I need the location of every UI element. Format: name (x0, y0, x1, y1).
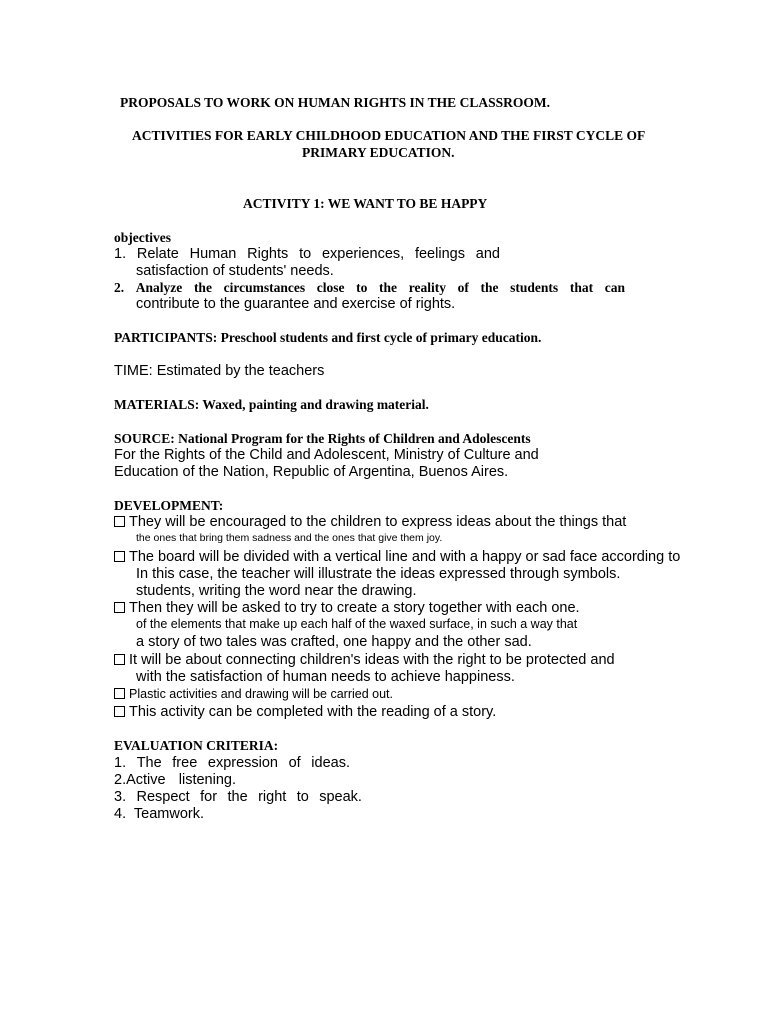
word: Analyze (135, 280, 183, 295)
word: 1. (114, 246, 127, 262)
word: of (288, 755, 301, 771)
evaluation-item-4: 4. Teamwork. (114, 806, 204, 822)
participants: PARTICIPANTS: Preschool students and first cycle of primary education. (114, 330, 542, 345)
word: 1. (114, 755, 127, 771)
development-bullet-3-line3: a story of two tales was crafted, one happy and the other sad. (136, 634, 532, 650)
word: and (475, 246, 500, 262)
word: circumstances (223, 280, 306, 295)
document-title: PROPOSALS TO WORK ON HUMAN RIGHTS IN THE CLASSROOM. (120, 95, 550, 110)
objective-item-2 (114, 281, 625, 295)
bullet-text: They will be encouraged to the children to express ideas about the things that (129, 514, 627, 530)
evaluation-heading: EVALUATION CRITERIA: (114, 738, 279, 753)
development-bullet-4 (114, 653, 615, 668)
word: Human (189, 246, 237, 262)
word: right (258, 789, 287, 805)
evaluation-item-3 (114, 790, 362, 805)
source-line3: Education of the Nation, Republic of Argentina, Buenos Aires. (114, 464, 509, 480)
word: for (200, 789, 218, 805)
development-bullet-3-line2: of the elements that make up each half of the waxed surface, in such a way that (136, 617, 578, 631)
word: close (316, 280, 345, 295)
word: Relate (136, 246, 179, 262)
source-line2: For the Rights of the Child and Adolescent, Ministry of Culture and (114, 447, 539, 463)
word: 2. (114, 280, 125, 295)
source-heading: SOURCE: National Program for the Rights of Children and Adolescents (114, 431, 531, 446)
word: 2.Active (114, 772, 166, 788)
bullet-text: It will be about connecting children's ideas with the right to be protected and (129, 652, 615, 668)
development-bullet-5 (114, 688, 393, 701)
development-bullet-2-line2: In this case, the teacher will illustrate the ideas expressed through symbols. (136, 566, 621, 582)
word: reality (408, 280, 446, 295)
word: students (510, 280, 559, 295)
development-bullet-3 (114, 601, 580, 616)
time: TIME: Estimated by the teachers (114, 363, 325, 379)
bullet-box-icon (114, 516, 125, 527)
word: The (136, 755, 162, 771)
development-bullet-1-line2: the ones that bring them sadness and the ones that give them joy. (136, 532, 443, 544)
word: that (569, 280, 594, 295)
bullet-text: Then they will be asked to try to create a story together with each one. (129, 600, 580, 616)
word: to (299, 246, 312, 262)
word: of (457, 280, 469, 295)
bullet-box-icon (114, 602, 125, 613)
objectives-heading: objectives (114, 230, 171, 245)
word: speak. (319, 789, 362, 805)
evaluation-item-2 (114, 773, 236, 788)
word: the (227, 789, 248, 805)
evaluation-item-1 (114, 756, 350, 771)
word: free (172, 755, 198, 771)
document-subtitle-line2: PRIMARY EDUCATION. (302, 145, 455, 160)
development-bullet-4-line2: with the satisfaction of human needs to achieve happiness. (136, 669, 515, 685)
bullet-text: Plastic activities and drawing will be carried out. (129, 687, 394, 701)
bullet-box-icon (114, 654, 125, 665)
word: the (193, 280, 212, 295)
development-bullet-1 (114, 515, 626, 530)
development-bullet-2 (114, 550, 680, 565)
word: the (480, 280, 499, 295)
objective-item-1-line2: satisfaction of students' needs. (136, 263, 334, 279)
word: 3. (114, 789, 127, 805)
development-bullet-6 (114, 705, 496, 720)
word: Respect (136, 789, 190, 805)
word: the (379, 280, 398, 295)
word: ideas. (311, 755, 350, 771)
word: Rights (247, 246, 289, 262)
activity-title: ACTIVITY 1: WE WANT TO BE HAPPY (243, 196, 488, 211)
bullet-box-icon (114, 706, 125, 717)
bullet-box-icon (114, 688, 125, 699)
word: to (356, 280, 368, 295)
development-heading: DEVELOPMENT: (114, 498, 224, 513)
document-subtitle-line1: ACTIVITIES FOR EARLY CHILDHOOD EDUCATION AND THE FIRST CYCLE OF (132, 128, 646, 143)
word: to (296, 789, 309, 805)
bullet-text: This activity can be completed with the reading of a story. (129, 704, 497, 720)
objective-item-2-line2: contribute to the guarantee and exercise of rights. (136, 296, 456, 312)
word: listening. (178, 772, 236, 788)
word: experiences, (321, 246, 405, 262)
bullet-text: The board will be divided with a vertical line and with a happy or sad face according to (129, 549, 681, 565)
bullet-box-icon (114, 551, 125, 562)
materials: MATERIALS: Waxed, painting and drawing material. (114, 397, 429, 412)
word: feelings (414, 246, 465, 262)
word: can (604, 280, 625, 295)
word: expression (207, 755, 278, 771)
development-bullet-2-line3: students, writing the word near the drawing. (136, 583, 417, 599)
objective-item-1 (114, 247, 500, 262)
